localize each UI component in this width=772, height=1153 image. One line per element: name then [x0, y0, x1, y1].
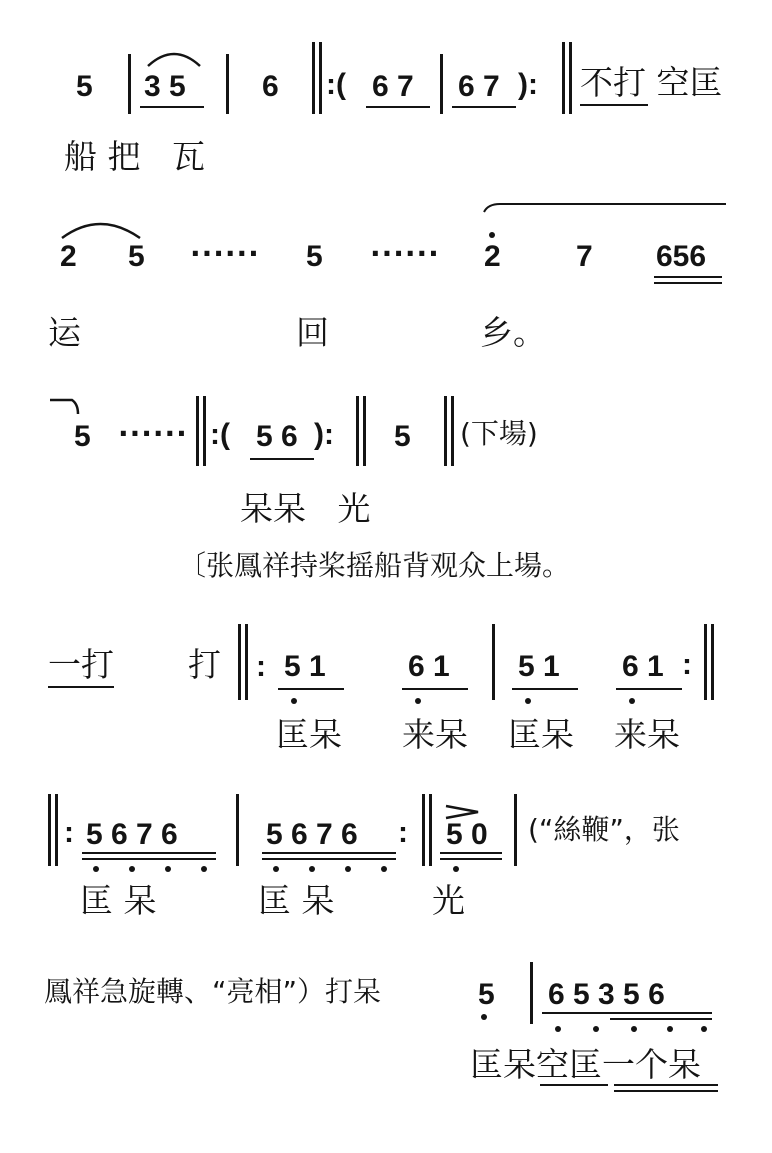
- note-5-1: 5 1: [518, 650, 560, 683]
- percussion-words: 匡 呆: [258, 881, 335, 920]
- note-5: 5: [394, 420, 411, 453]
- note-5: 5: [74, 420, 91, 453]
- percussion-words: 光: [432, 881, 465, 920]
- note-6-7: 6 7: [372, 70, 414, 103]
- note-3-5: 3 5: [144, 70, 186, 103]
- percussion-words: 来呆: [402, 715, 468, 754]
- stage-direction: 〔张鳳祥持桨摇船背观众上場。: [178, 549, 571, 582]
- note-2: 2: [484, 240, 501, 273]
- repeat-close: :: [682, 648, 692, 681]
- percussion-words: 匡呆: [276, 715, 342, 754]
- lyrics-line: 船 把 瓦: [64, 137, 205, 176]
- note-5676: 5 6 7 6: [266, 818, 358, 851]
- percussion-words: 不打 空匡: [580, 63, 723, 102]
- repeat-open: :(: [326, 68, 346, 101]
- lyric: 回: [296, 313, 329, 352]
- percussion-words: 匡呆: [508, 715, 574, 754]
- note-6-1: 6 1: [408, 650, 450, 683]
- note-5-1: 5 1: [284, 650, 326, 683]
- hold-dots: ······: [190, 237, 260, 270]
- percussion-words: 一打: [48, 645, 114, 684]
- repeat-close: :: [398, 816, 408, 849]
- slur-3-5: [148, 54, 200, 66]
- note-7: 7: [576, 240, 593, 273]
- note-5676: 5 6 7 6: [86, 818, 178, 851]
- repeat-open: :(: [210, 418, 230, 451]
- hold-dots: ······: [370, 237, 440, 270]
- note-6-7: 6 7: [458, 70, 500, 103]
- note-2: 2: [60, 240, 77, 273]
- slur-2-5: [62, 224, 140, 238]
- stage-note: (下場): [460, 417, 538, 450]
- lyrics-line: 呆呆 光: [240, 489, 371, 528]
- note-5-6: 5 6: [256, 420, 298, 453]
- note-5: 5: [76, 70, 93, 103]
- tie-end: [50, 400, 78, 414]
- repeat-open: :: [256, 650, 266, 683]
- note-5: 5: [128, 240, 145, 273]
- accent-mark: [446, 806, 478, 818]
- note-5-0: 5 0: [446, 818, 488, 851]
- note-6: 6: [262, 70, 279, 103]
- lyric: 运: [48, 313, 81, 352]
- repeat-close: ):: [518, 68, 538, 101]
- percussion-words: 来呆: [614, 715, 680, 754]
- lyric: 乡。: [480, 313, 546, 352]
- note-6-1: 6 1: [622, 650, 664, 683]
- note-5-low: 5: [478, 978, 495, 1011]
- stage-note: (“絲鞭”，张: [528, 813, 680, 846]
- note-656: 656: [656, 240, 707, 273]
- percussion-words: 匡 呆: [80, 881, 157, 920]
- hold-dots: ······: [118, 417, 188, 450]
- percussion-words: 打: [188, 645, 221, 684]
- repeat-open: :: [64, 816, 74, 849]
- tie-line: [484, 204, 726, 212]
- repeat-close: ):: [314, 418, 334, 451]
- percussion-words: 匡呆空匡一个呆: [470, 1045, 701, 1084]
- note-5: 5: [306, 240, 323, 273]
- stage-direction-cont: 鳳祥急旋轉、“亮相”）打呆: [44, 975, 382, 1008]
- note-65356: 6 5 3 5 6: [548, 978, 665, 1011]
